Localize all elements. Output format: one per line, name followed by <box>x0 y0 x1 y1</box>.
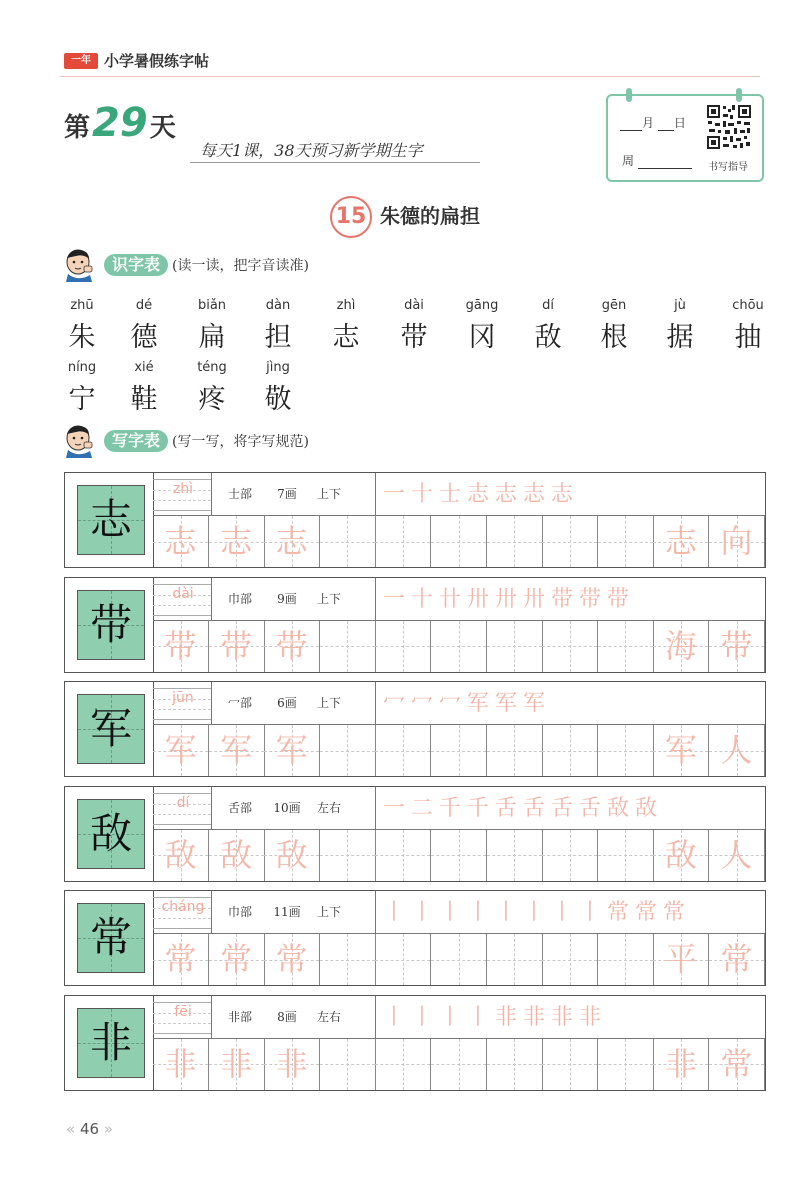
word-trace-char: 人 <box>720 731 753 769</box>
stroke-order: 丨丨丨丨非非非非 <box>383 1004 608 1030</box>
pinyin-trace: dí <box>176 794 190 811</box>
word-trace-char: 常 <box>720 940 753 978</box>
model-char-box <box>77 485 145 555</box>
stroke-count: 7画 <box>277 487 297 501</box>
reading-char: dí 敌 <box>534 298 562 353</box>
divider <box>375 787 376 829</box>
word-trace-char: 人 <box>720 835 753 874</box>
trace-char: 带 <box>164 626 197 665</box>
trace-char: 非 <box>164 1044 197 1083</box>
slogan: 每天1课，38天预习新学期生字 <box>200 141 423 160</box>
reading-char: chōu 抽 <box>732 298 764 353</box>
radical: 非部 <box>227 1009 252 1024</box>
model-char-box <box>77 799 145 869</box>
radical: 巾部 <box>227 591 252 606</box>
day-label <box>64 100 176 146</box>
stroke-order: 丨丨丨丨丨丨丨丨常常常 <box>383 900 692 925</box>
practice-cell[interactable] <box>598 934 654 985</box>
word-trace-char: 志 <box>664 522 697 560</box>
trace-char: 非 <box>275 1044 308 1083</box>
practice-cell[interactable] <box>375 934 431 985</box>
reading-char: xié 鞋 <box>130 360 158 415</box>
practice-cell[interactable] <box>487 830 543 881</box>
word-trace-char: 海 <box>664 626 697 665</box>
reading-char: jù 据 <box>666 298 694 353</box>
stroke-order: 冖冖冖军军军 <box>383 691 552 716</box>
practice-cell[interactable] <box>542 1039 598 1090</box>
qr-label: 书写指导 <box>708 162 748 173</box>
char-info <box>215 485 373 502</box>
model-char-box <box>77 903 145 973</box>
model-char: 常 <box>89 913 132 962</box>
trace-char: 敌 <box>275 835 308 874</box>
practice-cell[interactable] <box>598 516 654 567</box>
char-info <box>215 903 373 920</box>
practice-cell[interactable] <box>320 934 376 985</box>
day-blank[interactable] <box>658 130 674 131</box>
char-info <box>215 694 373 711</box>
pinyin-trace: dài <box>172 585 194 602</box>
structure: 上下 <box>316 487 341 501</box>
writing-row <box>64 890 766 986</box>
radical: 冖部 <box>227 696 252 710</box>
writing-row <box>64 786 766 882</box>
writing-row <box>64 577 766 673</box>
reading-hint: (读一读，把字音读准) <box>172 258 309 274</box>
trace-char: 敌 <box>220 835 253 874</box>
trace-char: 军 <box>164 731 197 769</box>
practice-cell[interactable] <box>487 1039 543 1090</box>
structure: 上下 <box>316 591 341 606</box>
practice-grid <box>153 830 765 881</box>
practice-cell[interactable] <box>542 621 598 672</box>
practice-cell[interactable] <box>598 725 654 776</box>
writing-kid-icon <box>62 424 100 458</box>
char-info <box>215 590 373 607</box>
trace-char: 带 <box>275 626 308 665</box>
practice-cell[interactable] <box>320 516 376 567</box>
binder-ring <box>626 88 632 102</box>
month-blank[interactable] <box>620 130 642 131</box>
stroke-order: 一十士志志志志 <box>383 482 580 507</box>
word-trace-char: 向 <box>720 522 753 560</box>
model-char: 敌 <box>89 808 132 858</box>
writing-hint: (写一写，将字写规范) <box>172 434 309 450</box>
char-info <box>215 799 373 816</box>
practice-cell[interactable] <box>598 1039 654 1090</box>
stroke-order: 一二千千舌舌舌舌敌敌 <box>383 795 664 821</box>
reading-kid-icon <box>62 248 100 282</box>
stroke-count: 9画 <box>277 591 297 606</box>
trace-char: 常 <box>275 940 308 978</box>
practice-grid <box>153 934 765 985</box>
reading-char: téng 疼 <box>197 360 227 415</box>
binder-ring <box>736 88 742 102</box>
writing-row <box>64 995 766 1091</box>
practice-cell[interactable] <box>542 516 598 567</box>
practice-cell[interactable] <box>375 621 431 672</box>
practice-cell[interactable] <box>375 725 431 776</box>
word-trace-char: 带 <box>720 626 753 665</box>
practice-cell[interactable] <box>431 621 487 672</box>
practice-cell[interactable] <box>431 516 487 567</box>
book-tag: 一年 <box>64 53 98 69</box>
practice-cell[interactable] <box>375 830 431 881</box>
radical: 士部 <box>227 487 252 501</box>
practice-cell[interactable] <box>542 934 598 985</box>
practice-cell[interactable] <box>375 516 431 567</box>
day-suffix: 天 <box>149 113 176 143</box>
stroke-count: 6画 <box>277 696 297 710</box>
divider <box>375 891 376 933</box>
practice-cell[interactable] <box>320 1039 376 1090</box>
reading-char: zhū 朱 <box>68 298 96 353</box>
slogan-divider <box>190 162 480 163</box>
date-card <box>606 94 764 182</box>
model-char: 非 <box>89 1017 132 1067</box>
reading-char: zhì 志 <box>332 298 360 353</box>
trace-char: 志 <box>275 522 308 560</box>
radical: 巾部 <box>227 905 252 919</box>
trace-char: 敌 <box>164 835 197 874</box>
reading-char: jìng 敬 <box>264 360 292 415</box>
reading-section-header <box>62 248 309 282</box>
trace-char: 非 <box>220 1044 253 1083</box>
day-number: 29 <box>92 100 148 146</box>
char-info <box>215 1008 373 1025</box>
qr-code-icon[interactable] <box>706 104 752 150</box>
reading-char: gēn 根 <box>600 298 628 353</box>
practice-cell[interactable] <box>487 934 543 985</box>
practice-cell[interactable] <box>431 1039 487 1090</box>
reading-char: níng 宁 <box>67 360 97 415</box>
divider <box>375 473 376 515</box>
practice-cell[interactable] <box>320 621 376 672</box>
practice-cell[interactable] <box>431 725 487 776</box>
trace-char: 志 <box>220 522 253 560</box>
stroke-order: 一十卄卅卅卅带带带 <box>383 586 636 612</box>
date-line <box>620 114 686 131</box>
pinyin-trace: jūn <box>172 690 194 706</box>
word-trace-char: 敌 <box>664 835 697 874</box>
word-trace-char: 常 <box>720 1044 753 1083</box>
model-char: 带 <box>89 599 132 649</box>
practice-cell[interactable] <box>320 830 376 881</box>
stroke-count: 11画 <box>273 905 301 919</box>
practice-cell[interactable] <box>542 830 598 881</box>
practice-cell[interactable] <box>487 725 543 776</box>
stroke-count: 10画 <box>273 800 301 815</box>
model-char: 军 <box>89 704 132 753</box>
trace-char: 军 <box>275 731 308 769</box>
model-char: 志 <box>89 495 132 544</box>
practice-cell[interactable] <box>598 621 654 672</box>
structure: 左右 <box>316 1009 341 1024</box>
model-char-box <box>77 694 145 764</box>
page-number: « 46 » <box>66 1120 114 1138</box>
practice-cell[interactable] <box>375 1039 431 1090</box>
week-line <box>622 152 692 169</box>
practice-cell[interactable] <box>431 934 487 985</box>
model-char-box <box>77 590 145 660</box>
writing-section-header <box>62 424 309 458</box>
writing-row <box>64 472 766 568</box>
book-title: 小学暑假练字帖 <box>104 52 210 70</box>
radical: 舌部 <box>227 800 252 815</box>
lesson-number: 15 <box>330 196 372 238</box>
word-trace-char: 军 <box>664 731 697 769</box>
practice-cell[interactable] <box>487 621 543 672</box>
practice-grid <box>153 621 765 672</box>
pinyin-trace: cháng <box>161 899 205 915</box>
trace-char: 常 <box>164 940 197 978</box>
practice-cell[interactable] <box>431 830 487 881</box>
reading-char: biǎn 扁 <box>197 298 227 353</box>
divider <box>375 682 376 724</box>
reading-char: gāng 冈 <box>465 298 499 353</box>
month-label: 月 <box>642 116 655 130</box>
practice-grid <box>153 725 765 776</box>
trace-char: 军 <box>220 731 253 769</box>
structure: 上下 <box>316 905 341 919</box>
practice-cell[interactable] <box>487 516 543 567</box>
structure: 左右 <box>316 800 341 815</box>
practice-grid <box>153 516 765 567</box>
model-char-box <box>77 1008 145 1078</box>
divider <box>375 578 376 620</box>
practice-cell[interactable] <box>598 830 654 881</box>
reading-char: dé 德 <box>130 298 158 353</box>
stroke-count: 8画 <box>277 1009 297 1024</box>
word-trace-char: 平 <box>664 940 697 978</box>
pinyin-trace: zhì <box>172 481 194 497</box>
trace-char: 带 <box>220 626 253 665</box>
trace-char: 常 <box>220 940 253 978</box>
pinyin-trace: fēi <box>174 1003 192 1020</box>
lesson-title: 朱德的扁担 <box>380 204 480 228</box>
structure: 上下 <box>316 696 341 710</box>
day-label-small: 日 <box>673 116 686 130</box>
practice-cell[interactable] <box>542 725 598 776</box>
writing-row <box>64 681 766 777</box>
practice-grid <box>153 1039 765 1090</box>
reading-char: dàn 担 <box>264 298 292 353</box>
practice-cell[interactable] <box>320 725 376 776</box>
week-label: 周 <box>622 154 635 168</box>
header-divider <box>60 76 760 77</box>
reading-badge: 识字表 <box>104 254 168 276</box>
writing-badge: 写字表 <box>104 430 168 452</box>
divider <box>375 996 376 1038</box>
day-prefix: 第 <box>64 113 91 143</box>
word-trace-char: 非 <box>664 1044 697 1083</box>
trace-char: 志 <box>164 522 197 560</box>
reading-char: dài 带 <box>400 298 428 353</box>
week-blank[interactable] <box>638 168 692 169</box>
